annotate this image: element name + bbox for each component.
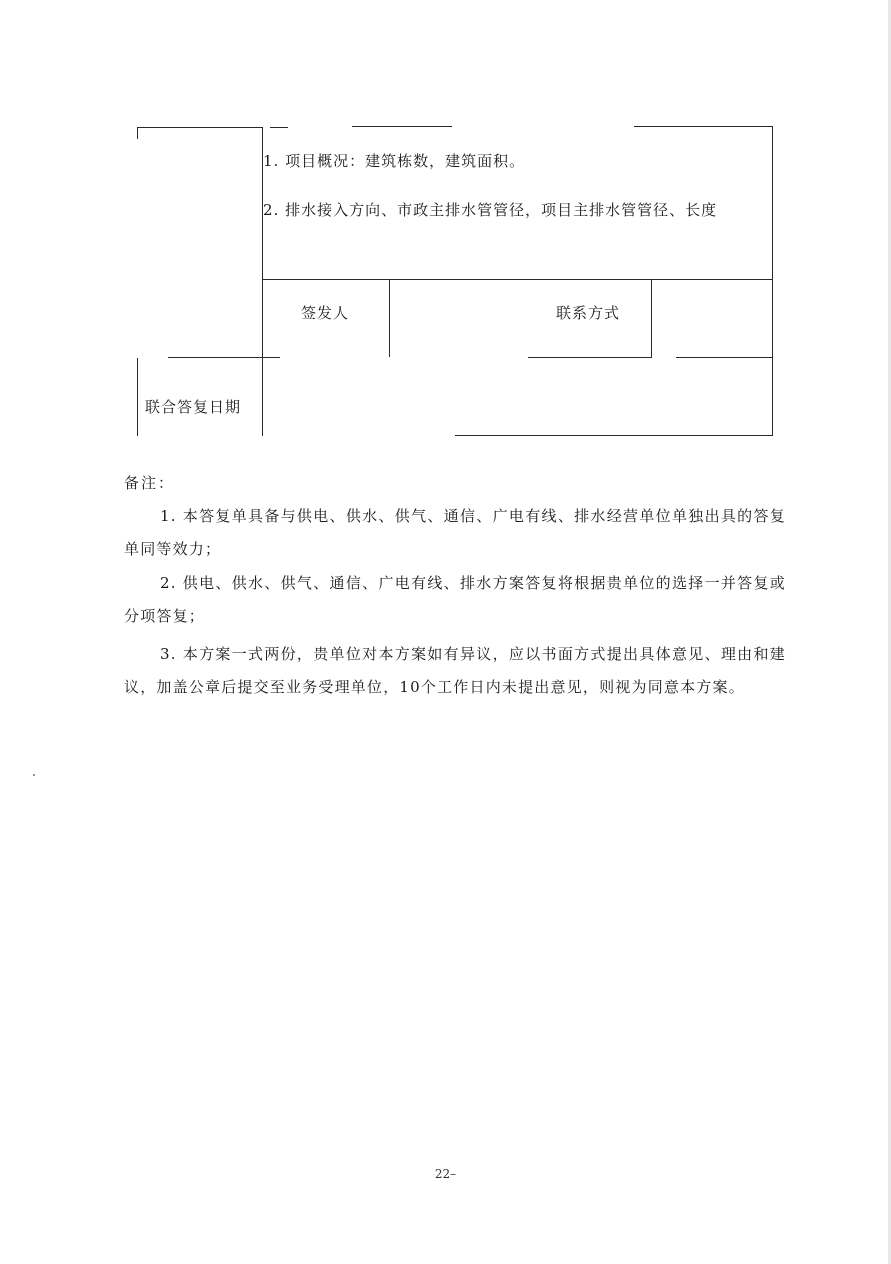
drainage-info-line: 2. 排水接入方向、市政主排水管管径，项目主排水管管径、长度 bbox=[263, 201, 718, 219]
note-item-1: 1. 本答复单具备与供电、供水、供气、通信、广电有线、排水经营单位单独出具的答复单同等效力； bbox=[124, 507, 786, 558]
scan-artifact bbox=[33, 774, 35, 776]
page-number: 22– bbox=[434, 1167, 457, 1181]
table-border bbox=[389, 279, 390, 357]
table-border bbox=[262, 127, 263, 436]
table-border bbox=[168, 357, 262, 358]
note-item-2: 2. 供电、供水、供气、通信、广电有线、排水方案答复将根据贵单位的选择一并答复或分项答复； bbox=[124, 574, 786, 625]
joint-reply-date-label: 联合答复日期 bbox=[145, 398, 242, 416]
signer-label: 签发人 bbox=[301, 304, 350, 322]
table-border bbox=[528, 357, 652, 358]
table-border bbox=[262, 279, 772, 280]
table-border bbox=[137, 358, 138, 436]
table-border bbox=[455, 435, 772, 436]
table-border bbox=[137, 127, 138, 139]
table-border bbox=[651, 279, 652, 357]
project-overview-line: 1. 项目概况：建筑栋数，建筑面积。 bbox=[263, 152, 526, 170]
contact-label: 联系方式 bbox=[556, 304, 621, 322]
table-border bbox=[137, 127, 263, 128]
table-border bbox=[676, 357, 772, 358]
table-border bbox=[270, 127, 288, 128]
table-border bbox=[262, 357, 280, 358]
table-border bbox=[634, 126, 772, 127]
table-border bbox=[772, 126, 773, 436]
note-item-3: 3. 本方案一式两份，贵单位对本方案如有异议，应以书面方式提出具体意见、理由和建议，加盖公章后提交至业务受理单位，10个工作日内未提出意见，则视为同意本方案。 bbox=[124, 645, 786, 696]
table-border bbox=[352, 126, 452, 127]
notes-title: 备注： bbox=[124, 474, 176, 492]
